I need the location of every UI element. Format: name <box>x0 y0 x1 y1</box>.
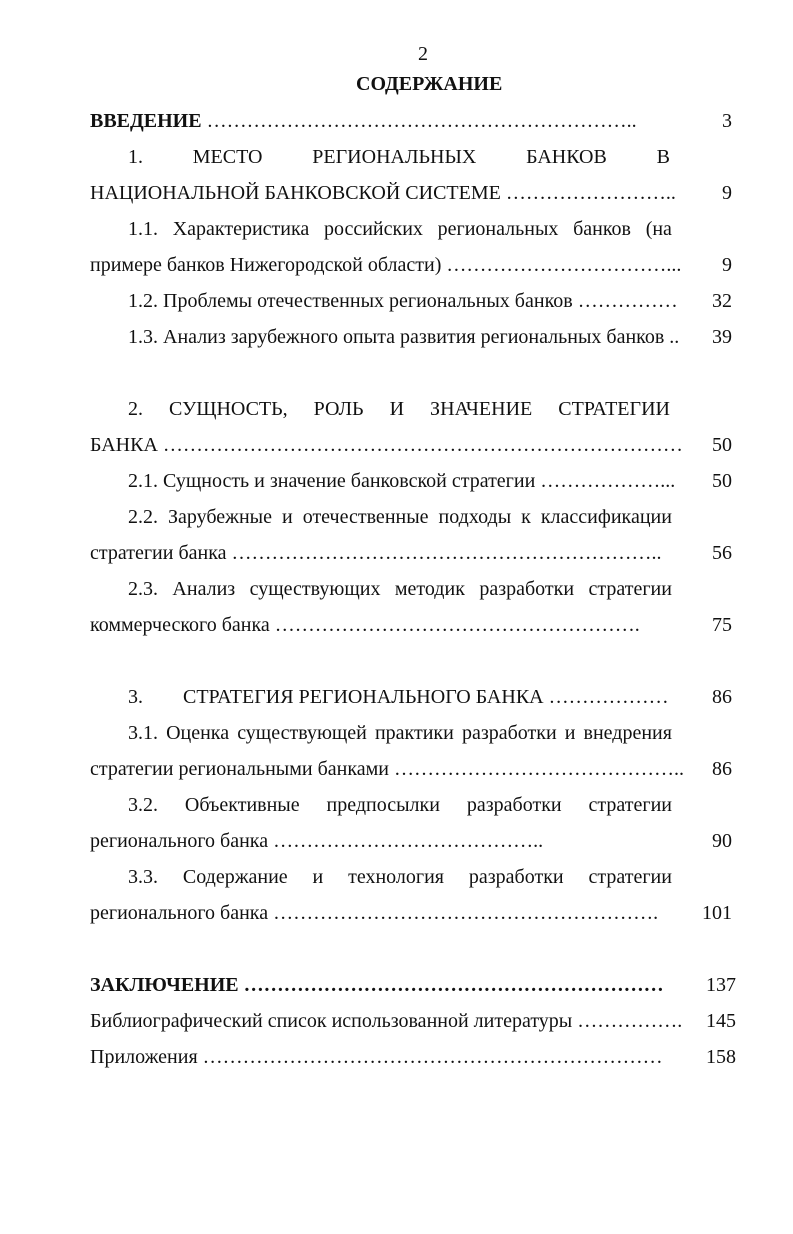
toc-ch2-heading-line2[interactable]: БАНКА …………………………………………………………………… <box>90 434 683 456</box>
toc-s33-line1[interactable]: 3.3. Содержание и технология разработки стратегии <box>128 866 672 888</box>
page-title: СОДЕРЖАНИЕ <box>356 73 503 95</box>
toc-ch2-heading-line1[interactable]: 2. СУЩНОСТЬ, РОЛЬ И ЗНАЧЕНИЕ СТРАТЕГИИ <box>128 398 670 420</box>
toc-ch1-heading-line2[interactable]: НАЦИОНАЛЬНОЙ БАНКОВСКОЙ СИСТЕМЕ …………………….. <box>90 182 676 204</box>
toc-s22-line2[interactable]: стратегии банка ……………………………………………………….. <box>90 542 662 564</box>
toc-appendices[interactable]: Приложения …………………………………………………………… <box>90 1046 663 1068</box>
toc-s32-page: 90 <box>712 830 732 852</box>
toc-s21-page: 50 <box>712 470 732 492</box>
toc-s22-page: 56 <box>712 542 732 564</box>
toc-s33-page: 101 <box>702 902 732 924</box>
toc-s21[interactable]: 2.1. Сущность и значение банковской стратегии ………………... <box>128 470 676 492</box>
toc-ch1-page: 9 <box>722 182 732 204</box>
toc-s23-page: 75 <box>712 614 732 636</box>
toc-s12-page: 32 <box>712 290 732 312</box>
toc-s13[interactable]: 1.3. Анализ зарубежного опыта развития региональных банков .. <box>128 326 680 348</box>
toc-s22-line1[interactable]: 2.2. Зарубежные и отечественные подходы к классификации <box>128 506 672 528</box>
toc-s31-page: 86 <box>712 758 732 780</box>
toc-appendices-page: 158 <box>706 1046 736 1068</box>
toc-ch3-heading[interactable]: 3. СТРАТЕГИЯ РЕГИОНАЛЬНОГО БАНКА ……………… <box>128 686 669 708</box>
toc-s11-line2[interactable]: примере банков Нижегородской области) ……………………………... <box>90 254 682 276</box>
toc-intro-dots: ……………………………………………………….. <box>206 110 637 132</box>
toc-intro-label: ВВЕДЕНИЕ <box>90 110 202 132</box>
toc-s11-line1[interactable]: 1.1. Характеристика российских региональных банков (на <box>128 218 672 240</box>
toc-s23-line2[interactable]: коммерческого банка ………………………………………………. <box>90 614 640 636</box>
toc-s11-page: 9 <box>722 254 732 276</box>
toc-ch3-page: 86 <box>712 686 732 708</box>
toc-s31-line2[interactable]: стратегии региональными банками …………………………………….. <box>90 758 684 780</box>
toc-s12[interactable]: 1.2. Проблемы отечественных региональных банков …………… <box>128 290 678 312</box>
toc-conclusion[interactable]: ЗАКЛЮЧЕНИЕ ……………………………………………………… <box>90 974 664 996</box>
toc-conclusion-page: 137 <box>706 974 736 996</box>
toc-s31-line1[interactable]: 3.1. Оценка существующей практики разработки и внедрения <box>128 722 672 744</box>
toc-bibliography-page: 145 <box>706 1010 736 1032</box>
page-number: 2 <box>418 43 428 65</box>
toc-ch2-page: 50 <box>712 434 732 456</box>
toc-s13-page: 39 <box>712 326 732 348</box>
toc-ch1-heading-line1[interactable]: 1. МЕСТО РЕГИОНАЛЬНЫХ БАНКОВ В <box>128 146 670 168</box>
toc-s33-line2[interactable]: регионального банка …………………………………………………. <box>90 902 659 924</box>
toc-s23-line1[interactable]: 2.3. Анализ существующих методик разработки стратегии <box>128 578 672 600</box>
toc-intro-page: 3 <box>722 110 732 132</box>
toc-s32-line2[interactable]: регионального банка ………………………………….. <box>90 830 544 852</box>
toc-entry-intro[interactable] <box>90 109 637 133</box>
toc-bibliography[interactable]: Библиографический список использованной литературы ……………. <box>90 1010 683 1032</box>
toc-s32-line1[interactable]: 3.2. Объективные предпосылки разработки стратегии <box>128 794 672 816</box>
